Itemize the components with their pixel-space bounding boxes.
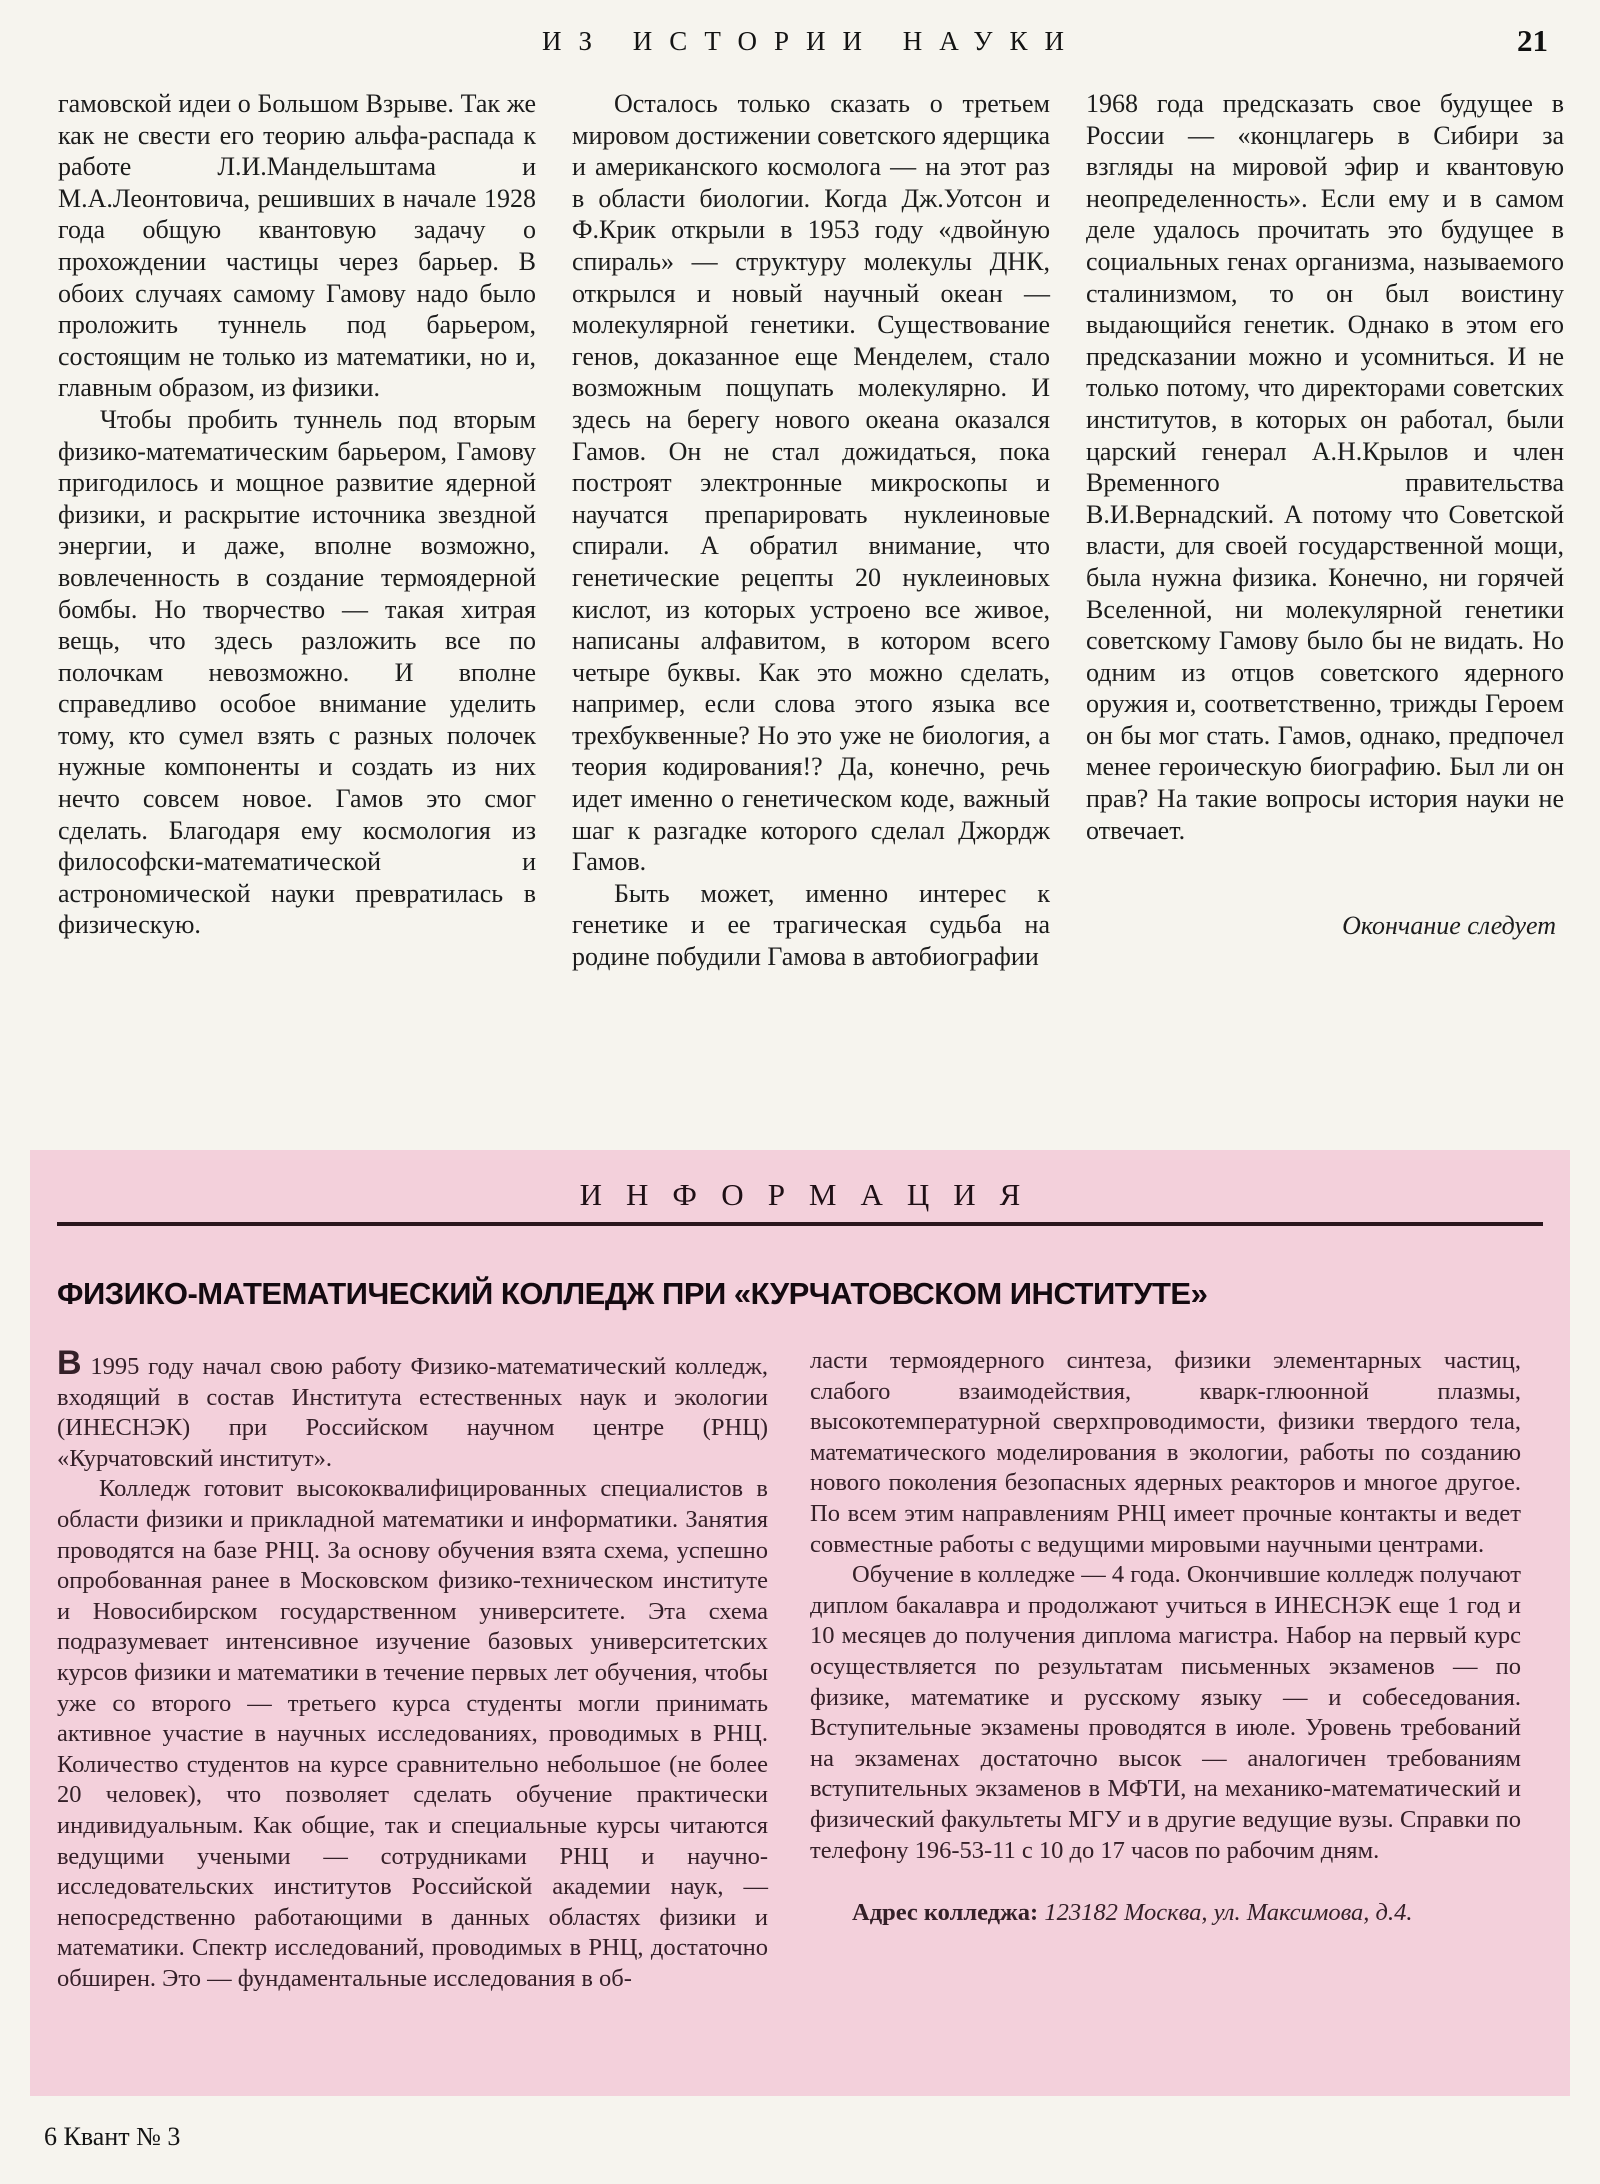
horizontal-rule [57, 1222, 1543, 1226]
section-header: ИЗ ИСТОРИИ НАУКИ [542, 26, 1081, 56]
information-column-1 [57, 1346, 768, 1994]
address-label: Адрес колледжа: [852, 1899, 1039, 1927]
to-be-continued-note: Окончание следует [1342, 911, 1556, 941]
college-address [810, 1898, 1521, 1929]
info-paragraph-text: 1995 году начал свою работу Физико-математический колледж, входящий в состав Института естественных наук и экологии (ИНЕСНЭК) при Российском научном центре (РНЦ) «Курчатовский институт». [57, 1353, 768, 1472]
print-signature: 6 Квант № 3 [44, 2122, 181, 2151]
article-paragraph: гамовской идеи о Большом Взрыве. Так же как не свести его теорию альфа-распада к работе Л.И.Мандельштама и М.А.Леонтовича, решивших в начале 1928 года общую квантовую задачу о прохождении частицы через барьер. В обоих случаях самому Гамову надо было проложить туннель под барьером, состоящим не только из математики, но и, главным образом, из физики. [58, 89, 536, 403]
article-column-2 [572, 88, 1050, 973]
information-box [30, 1150, 1570, 2096]
lead-initial-letter: В [57, 1344, 82, 1382]
info-paragraph: Обучение в колледже — 4 года. Окончившие колледж получают диплом бакалавра и продолжают учиться в ИНЕСНЭК еще 1 год и 10 месяцев до получения диплома магистра. Набор на первый курс осуществляется по результатам письменных экзаменов — по физике, математике и русскому языку — и собеседования. Вступительные экзамены проводятся в июле. Уровень требований на экзаменах достаточно высок — аналогичен требованиям вступительных экзаменов в МФТИ, на механико-математический и физический факультеты МГУ и в другие ведущие вузы. Справки по телефону 196-53-11 с 10 до 17 часов по рабочим дням. [810, 1561, 1522, 1864]
college-announcement-title: ФИЗИКО-МАТЕМАТИЧЕСКИЙ КОЛЛЕДЖ ПРИ «КУРЧАТОВСКОМ ИНСТИТУТЕ» [57, 1276, 1208, 1311]
article-paragraph: Осталось только сказать о третьем мировом достижении советского ядерщика и американского космолога — на этот раз в области биологии. Когда Дж.Уотсон и Ф.Крик открыли в 1953 году «двойную спираль» — структуру молекулы ДНК, открылся и новый научный океан — молекулярной генетики. Существование генов, доказанное еще Менделем, стало возможным пощупать молекулярно. И здесь на берегу нового океана оказался Гамов. Он не стал дожидаться, пока построят электронные микроскопы и научатся препарировать нуклеиновые спирали. А обратил внимание, что генетические рецепты 20 нуклеиновых кислот, из которых устроено все живое, написаны алфавитом, в котором всего четыре буквы. Как это можно сделать, например, если слова этого языка все трехбуквенные? Но это уже не биология, а теория кодирования!? Да, конечно, речь идет именно о генетическом коде, важный шаг к разгадке которого сделал Джордж Гамов. [572, 89, 1050, 877]
information-box-header: ИНФОРМАЦИЯ [579, 1177, 1045, 1212]
masthead [58, 23, 1548, 66]
article-column-1 [58, 88, 536, 973]
info-paragraph: ласти термоядерного синтеза, физики элементарных частиц, слабого взаимодействия, кварк-глюонной плазмы, высокотемпературной сверхпроводимости, физики твердого тела, математического моделирования в экологии, работы по созданию нового поколения безопасных ядерных реакторов и многое другое. По всем этим направлениям РНЦ имеет прочные контакты и ведет совместные работы с ведущими мировыми научными центрами. [810, 1347, 1521, 1558]
page-number: 21 [1517, 23, 1548, 58]
information-columns [57, 1346, 1543, 1994]
address-value: 123182 Москва, ул. Максимова, д.4. [1038, 1899, 1413, 1927]
article-paragraph: Быть может, именно интерес к генетике и ее трагическая судьба на родине побудили Гамова в автобиографии [572, 878, 1050, 972]
info-paragraph: Колледж готовит высококвалифицированных специалистов в области физики и прикладной математики и информатики. Занятия проводятся на базе РНЦ. За основу обучения взята схема, успешно опробованная ранее в Московском физико-техническом институте и Новосибирском государственном университете. Эта схема подразумевает интенсивное изучение базовых университетских курсов физики и математики в течение первых лет обучения, чтобы уже со второго — третьего курса студенты могли принимать активное участие в научных исследованиях, проводимых в РНЦ. Количество студентов на курсе сравнительно небольшое (не более 20 человек), что позволяет сделать обучение практически индивидуальным. Как общие, так и специальные курсы читаются ведущими учеными — сотрудниками РНЦ и научно-исследовательских институтов Российской академии наук, — непосредственно работающими в данных областях физики и математики. Спектр исследований, проводимых в РНЦ, достаточно обширен. Это — фундаментальные исследования в об- [57, 1475, 768, 1992]
article-paragraph: 1968 года предсказать свое будущее в России — «концлагерь в Сибири за взгляды на мировой эфир и квантовую неопределенность». Если ему и в самом деле удалось прочитать это будущее в социальных генах организма, называемого сталинизмом, то он был воистину выдающийся генетик. Однако в этом его предсказании можно и усомниться. И не только потому, что директорами советских институтов, в которых он работал, были царский генерал А.Н.Крылов и член Временного правительства В.И.Вернадский. А потому что Советской власти, для своей государственной мощи, была нужна физика. Конечно, ни горячей Вселенной, ни молекулярной генетики советскому Гамову было бы не видать. Но одним из отцов советского ядерного оружия и, соответственно, трижды Героем он бы мог стать. Гамов, однако, предпочел менее героическую биографию. Был ли он прав? На такие вопросы история науки не отвечает. [1086, 89, 1564, 845]
article-history-of-science [58, 88, 1564, 973]
info-paragraph [57, 1346, 768, 1474]
article-column-3 [1086, 88, 1564, 973]
information-column-2 [810, 1346, 1521, 1994]
article-paragraph: Чтобы пробить туннель под вторым физико-математическим барьером, Гамову пригодилось и мощное развитие ядерной физики, и раскрытие источника звездной энергии, и даже, вполне возможно, вовлеченность в создание термоядерной бомбы. Но творчество — такая хитрая вещь, что здесь разложить все по полочкам невозможно. И вполне справедливо особое внимание уделить тому, кто сумел взять с разных полочек нужные компоненты и создать из них нечто совсем новое. Гамов это смог сделать. Благодаря ему космология из философски-математической и астрономической науки превратилась в физическую. [58, 404, 536, 940]
